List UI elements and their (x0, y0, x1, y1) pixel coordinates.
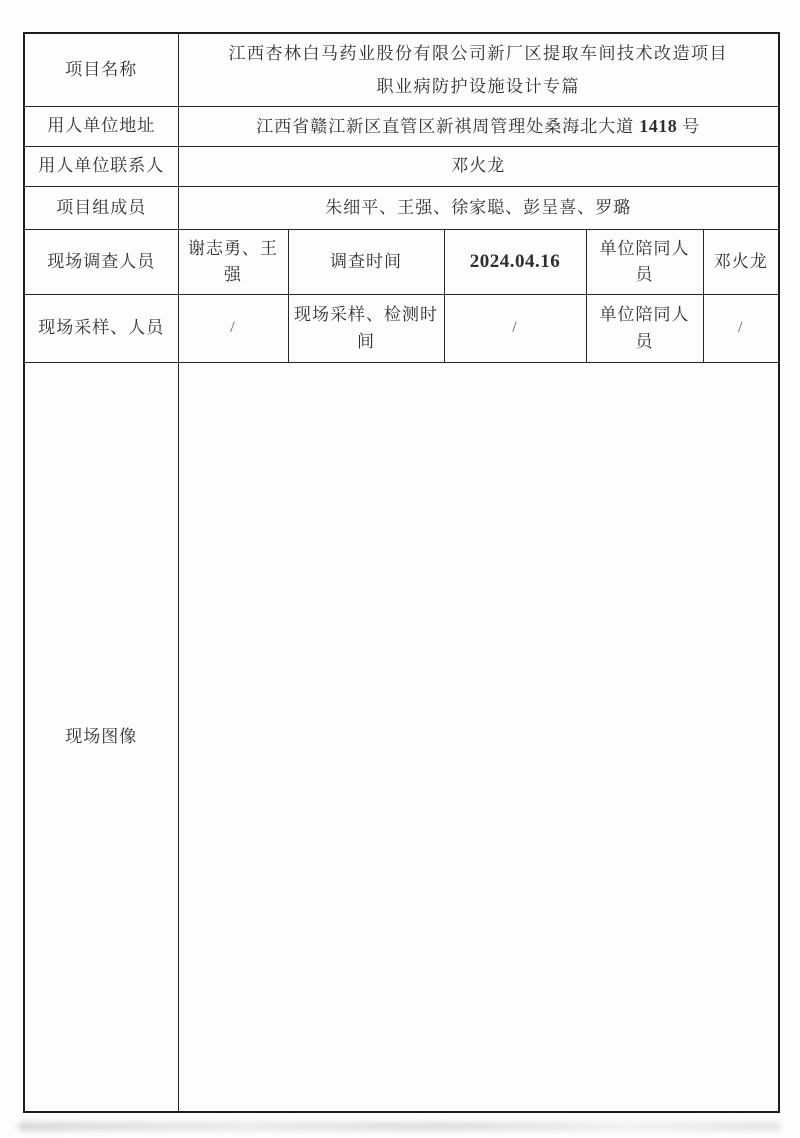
row-project-name (24, 33, 779, 107)
site-survey-personnel-text: 谢志勇、王强 (188, 238, 278, 284)
site-sampling-label: 现场采样、人员 (24, 295, 178, 363)
row-employer-contact (24, 147, 779, 187)
row-project-members (24, 187, 779, 230)
site-survey-escort-label-text: 单位陪同人员 (599, 238, 690, 284)
row-site-images (24, 363, 779, 1113)
scan-artifact-smudge (18, 1122, 780, 1131)
site-sampling-personnel: / (178, 295, 288, 363)
site-images-content (178, 363, 779, 1113)
site-images-label: 现场图像 (24, 363, 178, 1113)
site-survey-form-table (23, 32, 780, 1113)
site-sampling-time-label-text: 现场采样、检测时间 (294, 305, 438, 351)
employer-address-number: 1418 (639, 115, 678, 136)
employer-address-text: 江西省赣江新区直管区新祺周管理处桑海北大道 (256, 116, 635, 136)
row-site-survey (24, 230, 779, 295)
project-name-line2: 职业病防护设施设计专篇 (376, 77, 580, 96)
project-name-label: 项目名称 (24, 33, 178, 107)
row-site-sampling (24, 295, 779, 363)
employer-contact-value: 邓火龙 (178, 147, 779, 187)
project-members-label: 项目组成员 (24, 187, 178, 230)
employer-address-label: 用人单位地址 (24, 107, 178, 147)
employer-address-value (178, 107, 779, 147)
project-name-line1: 江西杏林白马药业股份有限公司新厂区提取车间技术改造项目 (228, 44, 728, 63)
employer-address-suffix: 号 (682, 116, 701, 136)
site-sampling-escort-label-text: 单位陪同人员 (599, 305, 690, 351)
site-survey-time-label: 调查时间 (288, 230, 444, 295)
row-employer-address (24, 107, 779, 147)
site-sampling-time-label (288, 295, 444, 363)
project-name-value (178, 33, 779, 107)
site-survey-time-value: 2024.04.16 (444, 230, 586, 295)
site-sampling-escort-value: / (703, 295, 779, 363)
site-sampling-time-value: / (444, 295, 586, 363)
project-members-value: 朱细平、王强、徐家聪、彭呈喜、罗璐 (178, 187, 779, 230)
site-survey-personnel (178, 230, 288, 295)
employer-contact-label: 用人单位联系人 (24, 147, 178, 187)
site-sampling-escort-label (586, 295, 703, 363)
site-survey-label: 现场调查人员 (24, 230, 178, 295)
site-survey-escort-value: 邓火龙 (703, 230, 779, 295)
site-survey-escort-label (586, 230, 703, 295)
